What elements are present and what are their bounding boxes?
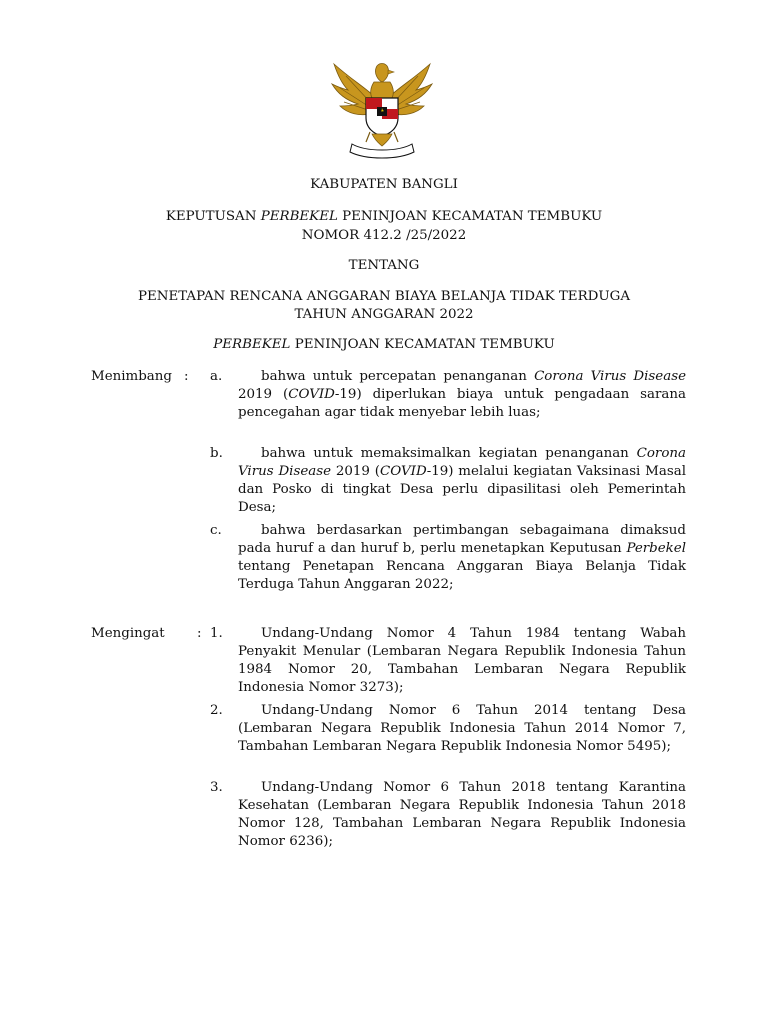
issuer-suffix: PENINJOAN KECAMATAN TEMBUKU	[294, 337, 555, 352]
menimbang-label: Menimbang	[91, 369, 172, 384]
menimbang-item-c-label: c.	[210, 523, 222, 538]
item-a-italic-1: Corona Virus Disease	[534, 369, 686, 384]
menimbang-colon: :	[184, 369, 189, 384]
item-a-text-2: 2019 (	[238, 387, 289, 402]
menimbang-item-c	[238, 522, 686, 594]
mengingat-item-1-label: 1.	[210, 626, 223, 641]
item-b-italic-2: COVID	[380, 464, 427, 479]
item-b-italic-1: Corona Virus Disease	[238, 446, 686, 479]
mengingat-colon: :	[197, 626, 202, 641]
menimbang-item-b	[238, 445, 686, 517]
decree-number: NOMOR 412.2 /25/2022	[301, 228, 467, 243]
mengingat-item-2: Undang-Undang Nomor 6 Tahun 2014 tentang Desa (Lembaran Negara Republik Indonesia Tahun 2014 Nomor 7, Tambahan Lembaran Negara Republik Indonesia Nomor 5495);	[238, 703, 686, 754]
decree-prefix: KEPUTUSAN	[165, 209, 257, 224]
decree-italic: PERBEKEL	[260, 209, 338, 224]
item-c-text-2: tentang Penetapan Rencana Anggaran Biaya Belanja Tidak Terduga Tahun Anggaran 2022;	[238, 559, 686, 592]
mengingat-item-2-label: 2.	[210, 703, 223, 718]
menimbang-item-a-label: a.	[210, 369, 223, 384]
item-c-text-1: bahwa berdasarkan pertimbangan sebagaimana dimaksud pada huruf a dan huruf b, perlu menetapkan Keputusan	[238, 523, 686, 556]
mengingat-item-3: Undang-Undang Nomor 6 Tahun 2018 tentang Karantina Kesehatan (Lembaran Negara Republik Indonesia Tahun 2018 Nomor 128, Tambahan Lembaran Negara Republik Indonesia Nomor 6236);	[238, 780, 686, 849]
item-a-text-3: -19) diperlukan biaya untuk pengadaan sarana pencegahan agar tidak menyebar lebih luas;	[238, 387, 686, 420]
region-title: KABUPATEN BANGLI	[310, 177, 458, 192]
item-a-italic-2: COVID	[288, 387, 335, 402]
garuda-emblem-icon	[326, 58, 438, 162]
about-heading: TENTANG	[348, 258, 420, 273]
item-b-text-3: -19) melalui kegiatan Vaksinasi Masal dan Posko di tingkat Desa perlu dipasilitasi oleh Pemerintah Desa;	[238, 464, 686, 515]
item-b-text-2: 2019 (	[331, 464, 380, 479]
decree-title	[0, 208, 768, 226]
issuer-italic: PERBEKEL	[213, 337, 291, 352]
decree-suffix: PENINJOAN KECAMATAN TEMBUKU	[342, 209, 603, 224]
menimbang-item-a	[238, 368, 686, 422]
menimbang-item-b-label: b.	[210, 446, 223, 461]
subject-line-1: PENETAPAN RENCANA ANGGARAN BIAYA BELANJA TIDAK TERDUGA	[137, 289, 631, 304]
subject-line-2: TAHUN ANGGARAN 2022	[294, 307, 474, 322]
item-a-text-1: bahwa untuk percepatan penanganan	[261, 369, 535, 384]
mengingat-item-3-label: 3.	[210, 780, 223, 795]
item-b-text-1: bahwa untuk memaksimalkan kegiatan penanganan	[261, 446, 637, 461]
issuer-title	[0, 336, 768, 354]
mengingat-label: Mengingat	[91, 626, 165, 641]
mengingat-item-1: Undang-Undang Nomor 4 Tahun 1984 tentang Wabah Penyakit Menular (Lembaran Negara Republik Indonesia Tahun 1984 Nomor 20, Tambahan Lembaran Negara Republik Indonesia Nomor 3273);	[238, 626, 686, 695]
item-c-italic-1: Perbekel	[626, 541, 686, 556]
